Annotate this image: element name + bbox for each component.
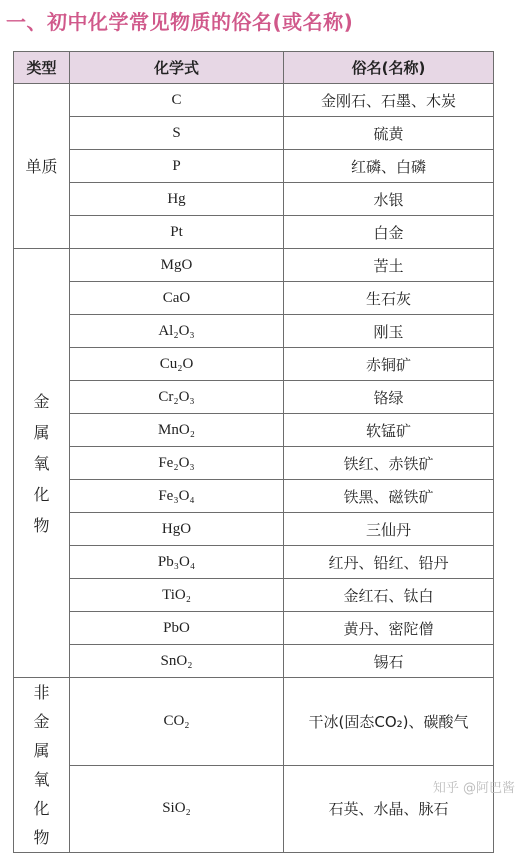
table-row xyxy=(14,765,494,853)
name-cell: 红磷、白磷 xyxy=(284,150,494,183)
table-row xyxy=(14,513,494,546)
table-row xyxy=(14,381,494,414)
formula-cell: Cu₂O xyxy=(70,348,284,381)
table-row xyxy=(14,612,494,645)
formula-cell: Hg xyxy=(70,183,284,216)
table-header-row xyxy=(14,52,494,84)
name-cell: 黄丹、密陀僧 xyxy=(284,612,494,645)
formula-cell: Pt xyxy=(70,216,284,249)
formula-cell: TiO₂ xyxy=(70,579,284,612)
table-row xyxy=(14,480,494,513)
name-cell: 三仙丹 xyxy=(284,513,494,546)
name-cell: 红丹、铅红、铅丹 xyxy=(284,546,494,579)
formula-cell: P xyxy=(70,150,284,183)
header-name: 俗名(名称) xyxy=(284,52,494,84)
formula-cell: Pb₃O₄ xyxy=(70,546,284,579)
name-cell: 锡石 xyxy=(284,645,494,678)
formula-cell: C xyxy=(70,84,284,117)
name-cell: 铁黑、磁铁矿 xyxy=(284,480,494,513)
table-row xyxy=(14,216,494,249)
table-row xyxy=(14,84,494,117)
common-names-table xyxy=(13,51,494,853)
header-formula: 化学式 xyxy=(70,52,284,84)
formula-cell: MgO xyxy=(70,249,284,282)
header-type: 类型 xyxy=(14,52,70,84)
name-cell: 干冰(固态CO₂)、碳酸气 xyxy=(284,678,494,766)
formula-cell: MnO₂ xyxy=(70,414,284,447)
formula-cell: Al₂O₃ xyxy=(70,315,284,348)
name-cell: 生石灰 xyxy=(284,282,494,315)
formula-cell: SiO₂ xyxy=(70,765,284,853)
name-cell: 硫黄 xyxy=(284,117,494,150)
table-row xyxy=(14,315,494,348)
watermark: 知乎 @阿巴酱 xyxy=(432,781,515,796)
table-row xyxy=(14,579,494,612)
table-row xyxy=(14,348,494,381)
table-row xyxy=(14,414,494,447)
table-row xyxy=(14,546,494,579)
table-row xyxy=(14,282,494,315)
type-cell-elements: 单质 xyxy=(14,84,70,249)
page-title: 一、初中化学常见物质的俗名(或名称) xyxy=(6,10,354,34)
formula-cell: SnO₂ xyxy=(70,645,284,678)
name-cell: 铬绿 xyxy=(284,381,494,414)
formula-cell: Fe₃O₄ xyxy=(70,480,284,513)
table-row xyxy=(14,645,494,678)
name-cell: 软锰矿 xyxy=(284,414,494,447)
table-row xyxy=(14,117,494,150)
formula-cell: PbO xyxy=(70,612,284,645)
name-cell: 水银 xyxy=(284,183,494,216)
type-cell-metal-oxides: 金属氧化物 xyxy=(14,249,70,678)
formula-cell: S xyxy=(70,117,284,150)
table-row xyxy=(14,249,494,282)
formula-cell: CaO xyxy=(70,282,284,315)
formula-cell: HgO xyxy=(70,513,284,546)
table-row xyxy=(14,183,494,216)
name-cell: 金红石、钛白 xyxy=(284,579,494,612)
name-cell: 白金 xyxy=(284,216,494,249)
name-cell: 赤铜矿 xyxy=(284,348,494,381)
formula-cell: CO₂ xyxy=(70,678,284,766)
name-cell: 石英、水晶、脉石 xyxy=(284,765,494,853)
table-row xyxy=(14,447,494,480)
name-cell: 苦土 xyxy=(284,249,494,282)
name-cell: 金刚石、石墨、木炭 xyxy=(284,84,494,117)
table-body xyxy=(14,84,494,853)
name-cell: 铁红、赤铁矿 xyxy=(284,447,494,480)
type-cell-nonmetal-oxides: 非金属氧化物 xyxy=(14,678,70,853)
table-row xyxy=(14,678,494,766)
name-cell: 刚玉 xyxy=(284,315,494,348)
formula-cell: Cr₂O₃ xyxy=(70,381,284,414)
formula-cell: Fe₂O₃ xyxy=(70,447,284,480)
table-row xyxy=(14,150,494,183)
